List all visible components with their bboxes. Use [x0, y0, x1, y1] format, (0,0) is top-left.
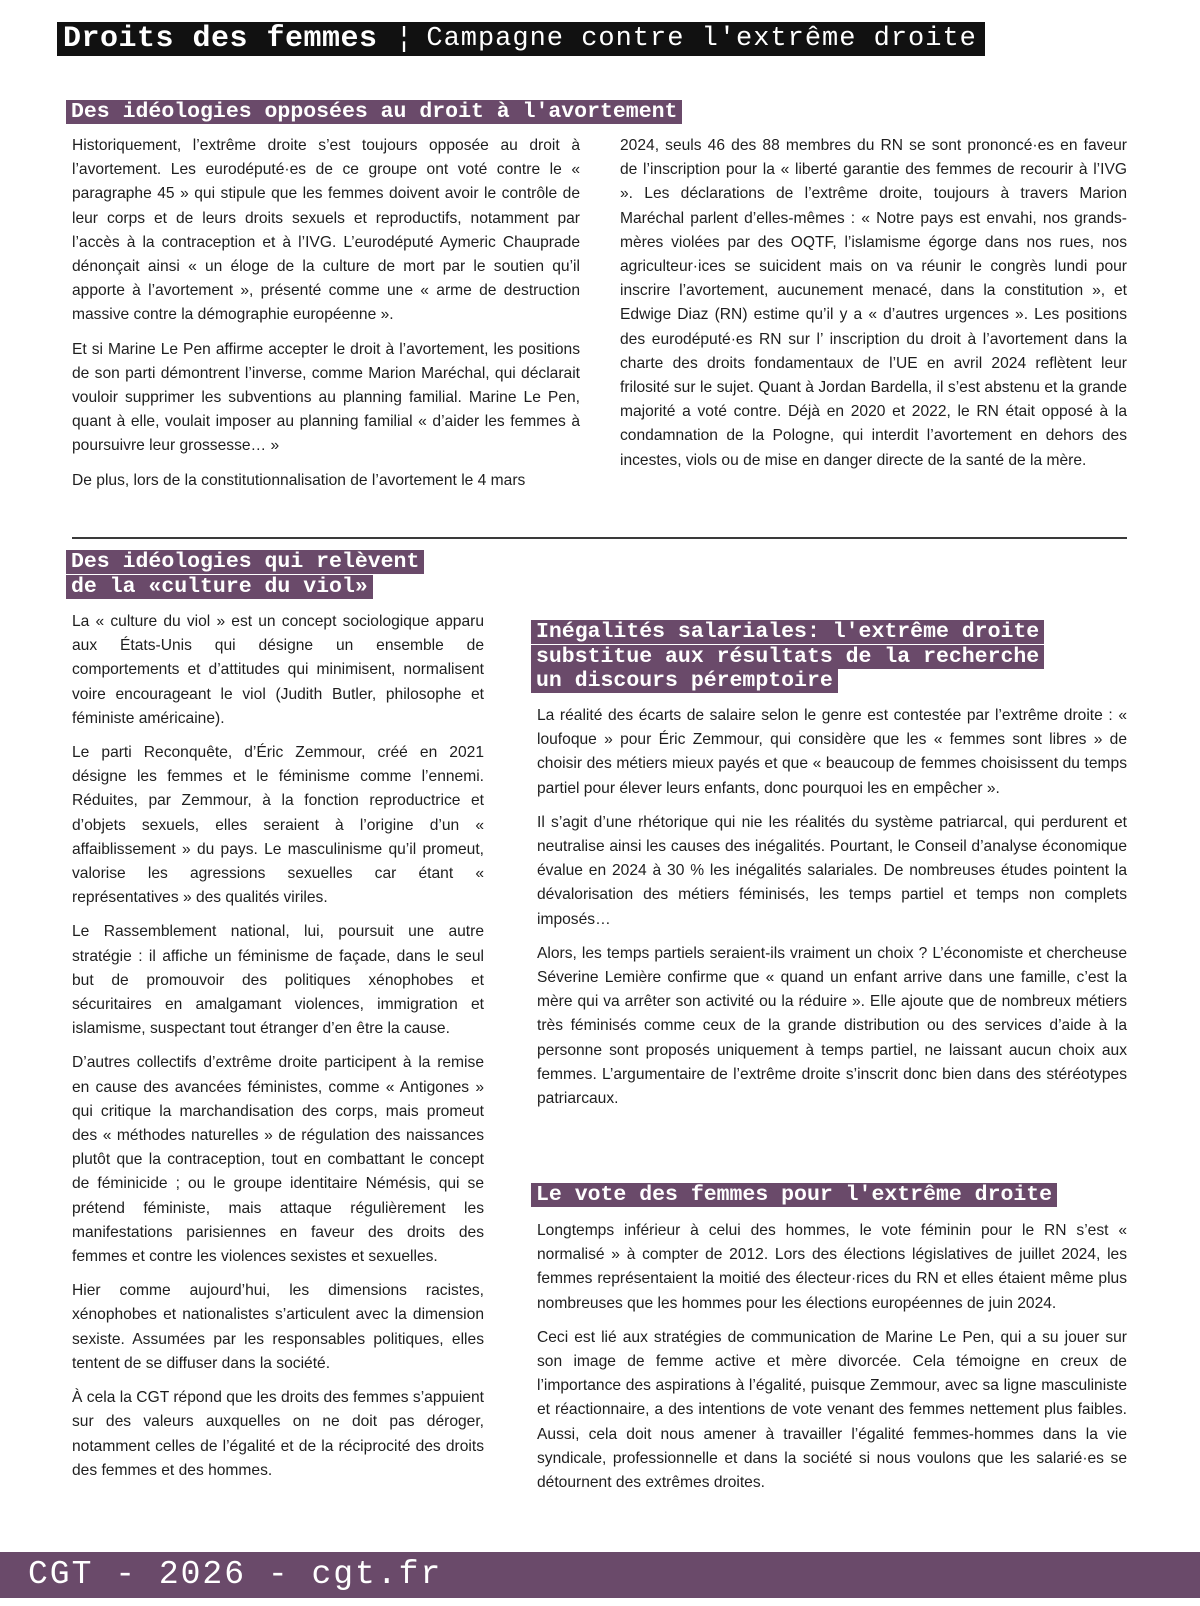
section-avortement-col-left [72, 134, 580, 503]
paragraph: 2024, seuls 46 des 88 membres du RN se sont prononcé·es en faveur de l’inscription pour la « liberté garantie des femmes de recourir à l’IVG ». Les déclarations de l’extrême droite, toujours à travers Marion Maréchal parlent d’elles-mêmes : « Notre pays est envahi, nos grands-mères violées par des OQTF, l’islamisme égorge dans nos rues, nos agriculteur·ices se suicident mais on va réunir le congrès lundi pour inscrire l’avortement, aucunement menacé, dans la constitution », et Edwige Diaz (RN) estime qu’il y a « d’autres urgences ». Les positions des eurodéputé·es RN sur l’ inscription du droit à l’avortement dans la charte des droits fondamentaux de l’UE en avril 2024 reflètent leur frilosité sur le sujet. Quant à Jordan Bardella, il s’est abstenu et la grande majorité a voté contre. Déjà en 2020 et 2022, le RN était opposé à la condamnation de la Pologne, qui interdit l’avortement en dehors des incestes, viols ou de mise en danger directe de la santé de la mère. [620, 137, 1127, 469]
paragraph: Il s’agit d’une rhétorique qui nie les réalités du système patriarcal, qui perdurent et neutralise ainsi les causes des inégalités. Pourtant, le Conseil d’analyse économique évalue en 2024 à 30 % les inégalités salariales. De nombreuses études pointent la dévalorisation des métiers féminisés, les temps partiel et temps non complets imposés… [537, 813, 1127, 928]
paragraph: Le parti Reconquête, d’Éric Zemmour, créé en 2021 désigne les femmes et le féminisme comme l’ennemi. Réduites, par Zemmour, à la fonction reproductrice et d’objets sexuels, elles seraient à l’origine d’un « affaiblissement » du pays. Le masculinisme qu’il promeut, valorise les agressions sexuelles car étant « représentatives » des qualités viriles. [72, 744, 484, 907]
section-avortement-col-right [620, 134, 1127, 483]
paragraph: Historiquement, l’extrême droite s’est toujours opposée au droit à l’avortement. Les eurodéputé·es de ce groupe ont voté contre le « paragraphe 45 » qui stipule que les femmes doivent avoir le contrôle de leur corps et de leurs droits sexuels et reproductifs, notamment par l’accès à la contraception et à l’IVG. L’eurodéputé Aymeric Chauprade dénonçait ainsi « un éloge de la culture de mort par le soutien qu’il apporte à l’avortement », présenté comme une « arme de destruction massive contre la démographie européenne ». [72, 137, 580, 324]
paragraph: Le Rassemblement national, lui, poursuit une autre stratégie : il affiche un féminisme de façade, dans le seul but de promouvoir des politiques xénophobes et sécuritaires en amalgamant violences, immigration et islamisme, suspectant tout étranger d’en être la cause. [72, 923, 484, 1038]
paragraph: La « culture du viol » est un concept sociologique apparu aux États-Unis qui désigne un ensemble de comportements et d’attitudes qui minimisent, normalisent voire encourageant le viol (Judith Butler, philosophe et féministe américaine). [72, 613, 484, 727]
page-footer [0, 1552, 1200, 1598]
banner-subtitle: Campagne contre l'extrême droite [426, 24, 977, 54]
section-divider [72, 537, 1127, 539]
paragraph: Alors, les temps partiels seraient-ils vraiment un choix ? L’économiste et chercheuse Séverine Lemière confirme que « quand un enfant arrive dans une famille, c’est la mère qui va arrêter son activité ou la réduire ». Elle ajoute que de nombreux métiers très féminisés comme ceux de la grande distribution ou des services d’aide à la personne sont proposés uniquement à temps partiel, ne laissant aucun choix aux femmes. L’argumentaire de l’extrême droite s’inscrit donc bien dans des stéréotypes patriarcaux. [537, 944, 1127, 1108]
paragraph: Ceci est lié aux stratégies de communication de Marine Le Pen, qui a su jouer sur son image de femme active et mère divorcée. Cela témoigne en creux de l’importance des aspirations à l’égalité, puisque Zemmour, avec sa ligne masculiniste et réactionnaire, a des intentions de vote venant des femmes nettement plus faibles. Aussi, cela doit nous amener à travailler l’égalité femmes-hommes dans la vie syndicale, professionnelle et dans la société si nous voulons que les salarié·es se détournent des extrêmes droites. [537, 1328, 1127, 1492]
paragraph: Et si Marine Le Pen affirme accepter le droit à l’avortement, les positions de son parti démontrent l’inverse, comme Marion Maréchal, qui déclarait vouloir supprimer les subventions au planning familial. Marine Le Pen, quant à elle, voulait imposer au planning familial « d’aider les femmes à poursuivre leur grossesse… » [72, 340, 580, 455]
paragraph: D’autres collectifs d’extrême droite participent à la remise en cause des avancées féministes, comme « Antigones » qui critique la marchandisation des corps, mais promeut des « méthodes naturelles » de régulation des naissances plutôt que la contraception, tout en combattant le concept de féminicide ; ou le groupe identitaire Némésis, qui se prétend féministe, mais attaque régulièrement les manifestations parisiennes en faveur des droits des femmes et contre les violences sexistes et sexuelles. [72, 1054, 484, 1266]
section-heading-culture-du-viol: Des idéologies qui relèvent de la «culture du viol» [66, 550, 424, 599]
section-heading-vote-femmes: Le vote des femmes pour l'extrême droite [531, 1183, 1057, 1208]
paragraph: Hier comme aujourd’hui, les dimensions racistes, xénophobes et nationalistes s’articulent avec la dimension sexiste. Assumées par les responsables politiques, elles tentent de se diffuser dans la société. [72, 1282, 484, 1372]
footer-text: CGT - 2026 - cgt.fr [28, 1556, 443, 1593]
paragraph: La réalité des écarts de salaire selon le genre est contestée par l’extrême droite : « loufoque » pour Éric Zemmour, qui considère que les « femmes sont libres » de choisir des métiers mieux payés et que « beaucoup de femmes choisissent du temps partiel pour élever leurs enfants, donc pourquoi les en empêcher ». [537, 707, 1127, 797]
page-banner [57, 22, 985, 56]
section-inegalites-body [537, 704, 1127, 1121]
paragraph: Longtemps inférieur à celui des hommes, le vote féminin pour le RN s’est « normalisé » à compter de 2012. Lors des élections législatives de juillet 2024, les femmes représentaient la moitié des électeur·rices du RN et elles étaient même plus nombreuses que les hommes pour les élections européennes de juin 2024. [537, 1222, 1127, 1312]
banner-title: Droits des femmes [63, 22, 378, 56]
paragraph: À cela la CGT répond que les droits des femmes s’appuient sur des valeurs auxquelles on ne doit pas déroger, notamment celles de l’égalité et de la réciprocité des droits des femmes et des hommes. [72, 1389, 484, 1479]
section-heading-avortement: Des idéologies opposées au droit à l'avortement [66, 100, 682, 125]
banner-separator: ¦ [395, 23, 413, 55]
section-heading-inegalites: Inégalités salariales: l'extrême droite substitue aux résultats de la recherche un discours péremptoire [531, 620, 1044, 694]
section-culture-du-viol-body [72, 610, 484, 1493]
paragraph: De plus, lors de la constitutionnalisation de l’avortement le 4 mars [72, 471, 526, 489]
section-vote-femmes-body [537, 1219, 1127, 1505]
